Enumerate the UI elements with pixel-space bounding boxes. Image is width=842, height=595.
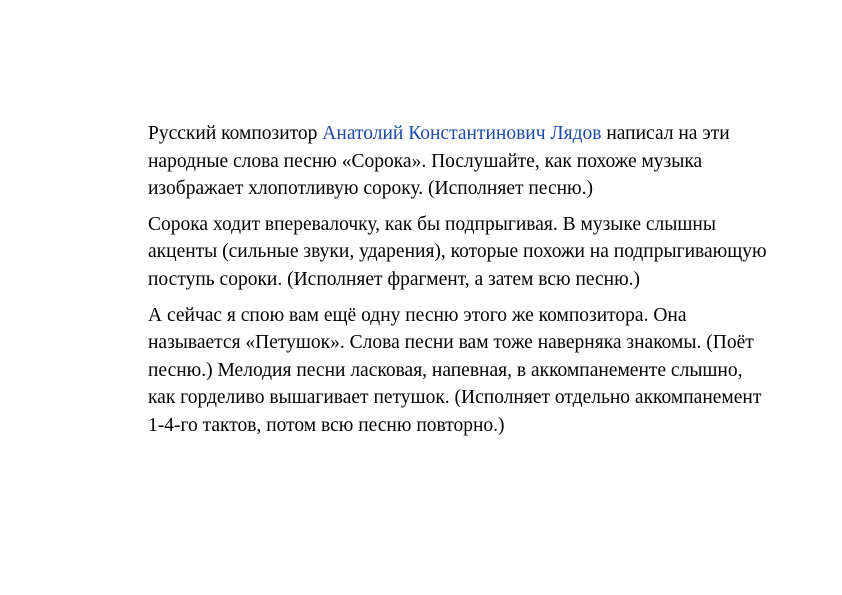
paragraph-2 [148, 211, 798, 294]
text-line: акценты (сильные звуки, ударения), которые похожи на подпрыгивающую [148, 241, 767, 263]
text-run: написал на эти [601, 123, 730, 144]
paragraph-3 [148, 302, 798, 440]
text-run: Русский композитор [148, 123, 323, 144]
paragraph-1 [148, 120, 798, 203]
text-line: как горделиво вышагивает петушок. (Исполняет отдельно аккомпанемент [148, 387, 762, 409]
document-body [148, 120, 798, 448]
text-line: 1-4-го тактов, потом всю песню повторно.) [148, 414, 505, 436]
text-line: изображает хлопотливую сороку. (Исполняет песню.) [148, 178, 593, 200]
text-line: Сорока ходит вперевалочку, как бы подпрыгивая. В музыке слышны [148, 213, 716, 235]
text-line: называется «Петушок». Слова песни вам тоже наверняка знакомы. (Поёт [148, 332, 754, 354]
text-line [148, 120, 798, 148]
text-line: песню.) Мелодия песни ласковая, напевная, в аккомпанементе слышно, [148, 359, 743, 381]
text-line: народные слова песню «Сорока». Послушайте, как похоже музыка [148, 150, 703, 172]
text-line: поступь сороки. (Исполняет фрагмент, а затем всю песню.) [148, 268, 641, 290]
composer-link[interactable]: Анатолий Константинович Лядов [322, 123, 602, 144]
text-line: А сейчас я спою вам ещё одну песню этого же композитора. Она [148, 304, 687, 326]
